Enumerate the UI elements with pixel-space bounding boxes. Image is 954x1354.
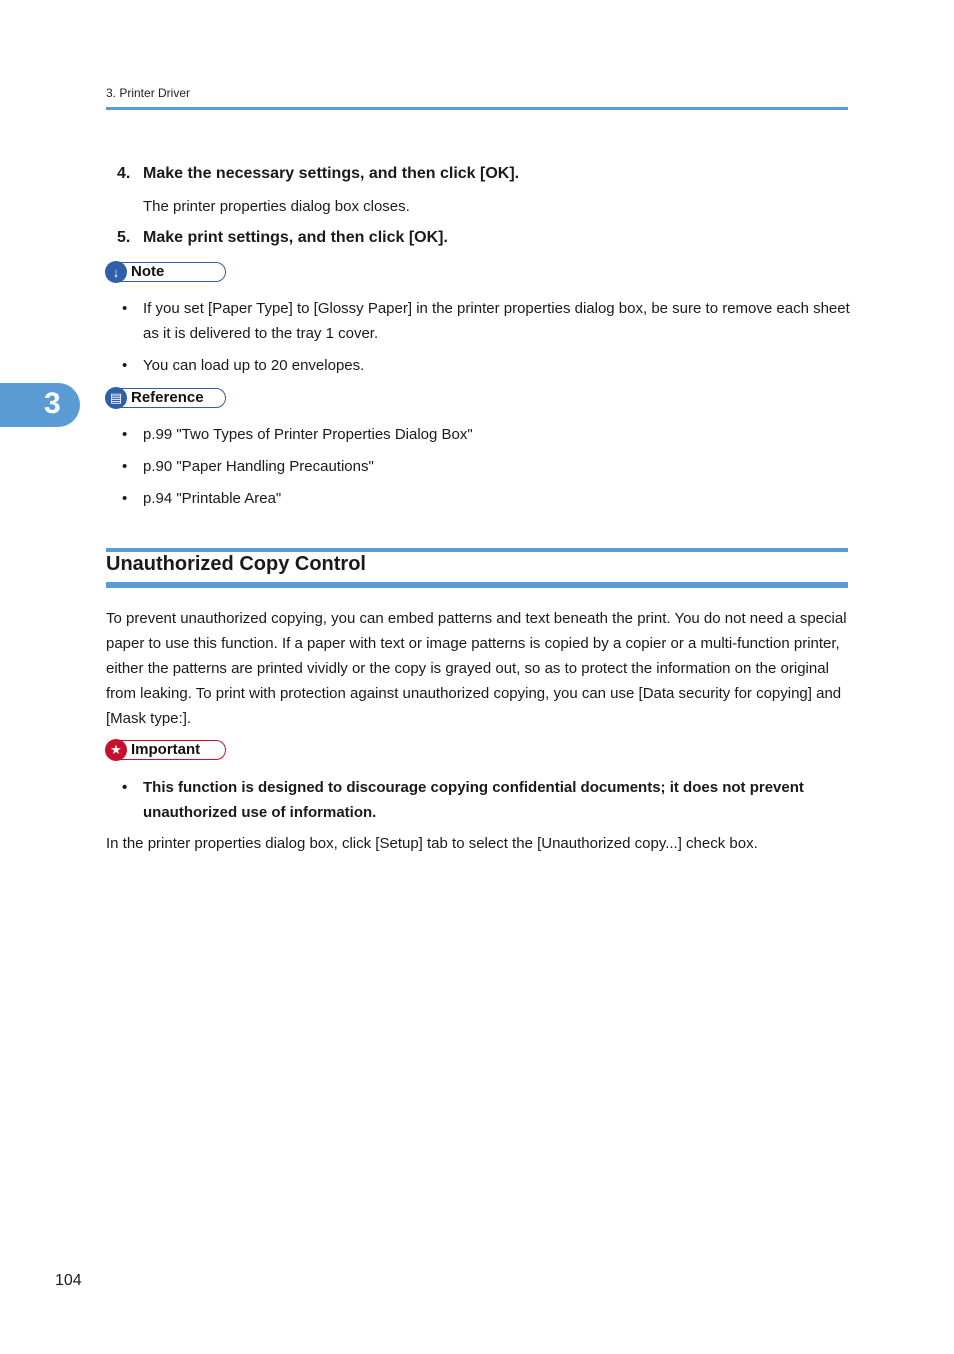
star-icon: ★: [105, 739, 127, 761]
important-label-text: Important: [131, 741, 201, 758]
book-icon: ▤: [105, 387, 127, 409]
note-label-text: Note: [131, 263, 165, 280]
step-text: Make the necessary settings, and then click [OK].: [143, 165, 520, 182]
section-intro: To prevent unauthorized copying, you can embed patterns and text beneath the print. You do not need a special paper to use this function. If a paper with text or image patterns is copied by a copier or a multi-function printer, either the patterns are printed vividly or the copy is grayed out, so as to protect the information on the original from leaking. To print with protection against unauthorized copying, you can use [Data security for copying] and [Mask type:].: [106, 610, 847, 727]
reference-list: [122, 422, 852, 518]
important-label: [106, 740, 226, 760]
list-item: • You can load up to 20 envelopes.: [122, 353, 852, 378]
step-text: Make print settings, and then click [OK].: [143, 229, 448, 246]
step-number: 4.: [117, 165, 131, 182]
down-arrow-icon: ↓: [105, 261, 127, 283]
step-5: [117, 229, 448, 247]
note-list: [122, 296, 852, 385]
list-item: • This function is designed to discourage copying confidential documents; it does not prevent unauthorized use of information.: [122, 775, 822, 825]
header-rule: [106, 107, 848, 110]
reference-label-text: Reference: [131, 389, 204, 406]
section-rule-top: [106, 548, 848, 552]
important-list: [122, 775, 822, 832]
reference-link[interactable]: • p.94 "Printable Area": [122, 486, 852, 511]
reference-link[interactable]: • p.99 "Two Types of Printer Properties Dialog Box": [122, 422, 852, 447]
step-number: 5.: [117, 229, 131, 246]
reference-link[interactable]: • p.90 "Paper Handling Precautions": [122, 454, 852, 479]
page-number: 104: [55, 1272, 82, 1289]
section-title: Unauthorized Copy Control: [106, 553, 366, 575]
section-rule-bottom: [106, 582, 848, 588]
note-label: [106, 262, 226, 282]
step-4-description: The printer properties dialog box closes.: [143, 198, 410, 215]
running-header: 3. Printer Driver: [106, 86, 191, 100]
list-item: • If you set [Paper Type] to [Glossy Paper] in the printer properties dialog box, be sure to remove each sheet as it is delivered to the tray 1 cover.: [122, 296, 852, 346]
step-4: [117, 165, 519, 183]
reference-label: [106, 388, 226, 408]
section-instruction: In the printer properties dialog box, click [Setup] tab to select the [Unauthorized copy...] check box.: [106, 835, 758, 852]
chapter-number: 3: [44, 387, 61, 420]
chapter-tab: [0, 383, 80, 427]
